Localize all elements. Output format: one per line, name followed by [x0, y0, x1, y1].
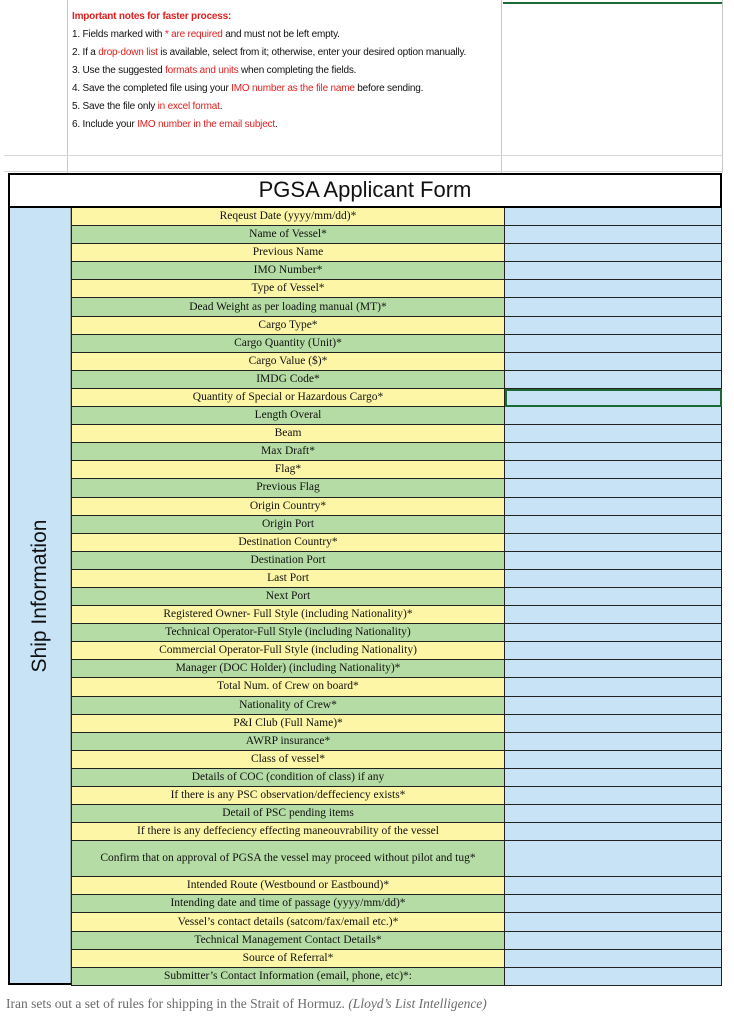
field-label: Type of Vessel*	[71, 280, 505, 298]
field-value-cell[interactable]	[505, 805, 722, 823]
form-row	[71, 262, 722, 280]
image-caption	[6, 996, 726, 1012]
field-value-cell[interactable]	[505, 751, 722, 769]
field-label: Manager (DOC Holder) (including Nationality)*	[71, 660, 505, 678]
field-label: Intending date and time of passage (yyyy/mm/dd)*	[71, 895, 505, 913]
form-row	[71, 298, 722, 316]
field-value-cell[interactable]	[505, 606, 722, 624]
field-value-cell[interactable]	[505, 877, 722, 895]
form-title: PGSA Applicant Form	[8, 173, 722, 208]
notes-title: Important notes for faster process:	[72, 11, 232, 22]
field-label: Name of Vessel*	[71, 226, 505, 244]
form-row	[71, 823, 722, 841]
form-row	[71, 389, 722, 407]
form-row	[71, 697, 722, 715]
field-value-cell[interactable]	[505, 733, 722, 751]
field-value-cell[interactable]	[505, 443, 722, 461]
form-row	[71, 570, 722, 588]
field-value-cell[interactable]	[505, 534, 722, 552]
note-item: 1. Fields marked with * are required and must not be left empty.	[72, 29, 340, 40]
form-row	[71, 335, 722, 353]
grid-line	[4, 155, 722, 156]
form-row	[71, 950, 722, 968]
field-value-cell[interactable]	[505, 932, 722, 950]
field-label: Nationality of Crew*	[71, 697, 505, 715]
field-value-cell[interactable]	[505, 841, 722, 877]
field-value-cell[interactable]	[505, 353, 722, 371]
field-label: Technical Management Contact Details*	[71, 932, 505, 950]
form-row	[71, 624, 722, 642]
form-row	[71, 805, 722, 823]
form-row	[71, 678, 722, 696]
field-label: Max Draft*	[71, 443, 505, 461]
note-item: 2. If a drop-down list is available, select from it; otherwise, enter your desired option manually.	[72, 47, 467, 58]
field-value-cell[interactable]	[505, 516, 722, 534]
form-row	[71, 407, 722, 425]
field-label: Intended Route (Westbound or Eastbound)*	[71, 877, 505, 895]
notes-block[interactable]	[72, 8, 502, 134]
field-label: Previous Name	[71, 244, 505, 262]
grid-line	[67, 0, 68, 173]
field-value-cell[interactable]	[505, 697, 722, 715]
field-value-cell[interactable]	[505, 371, 722, 389]
active-cell-border	[503, 2, 722, 4]
form-row	[71, 244, 722, 262]
form-row	[71, 968, 722, 986]
field-label: If there is any PSC observation/deffeciency exists*	[71, 787, 505, 805]
field-label: Submitter’s Contact Information (email, phone, etc)*:	[71, 968, 505, 986]
form-row	[71, 769, 722, 787]
field-label: Dead Weight as per loading manual (MT)*	[71, 298, 505, 316]
caption-text: Iran sets out a set of rules for shipping in the Strait of Hormuz.	[6, 996, 345, 1011]
form-row	[71, 877, 722, 895]
field-value-cell[interactable]	[505, 389, 722, 407]
form-row	[71, 371, 722, 389]
note-item: 5. Save the file only in excel format.	[72, 101, 223, 112]
field-value-cell[interactable]	[505, 913, 722, 931]
form-row	[71, 425, 722, 443]
field-label: AWRP insurance*	[71, 733, 505, 751]
form-row	[71, 516, 722, 534]
field-label: Cargo Quantity (Unit)*	[71, 335, 505, 353]
section-label-cell	[10, 208, 71, 983]
field-value-cell[interactable]	[505, 552, 722, 570]
field-label: Origin Port	[71, 516, 505, 534]
field-label: If there is any deffeciency effecting maneouvrability of the vessel	[71, 823, 505, 841]
form-rows	[71, 208, 722, 986]
note-item: 4. Save the completed file using your IMO number as the file name before sending.	[72, 83, 424, 94]
field-label: Details of COC (condition of class) if any	[71, 769, 505, 787]
form-row	[71, 895, 722, 913]
field-label: Last Port	[71, 570, 505, 588]
field-value-cell[interactable]	[505, 895, 722, 913]
field-label: Cargo Type*	[71, 317, 505, 335]
field-value-cell[interactable]	[505, 262, 722, 280]
field-label: Confirm that on approval of PGSA the vessel may proceed without pilot and tug*	[71, 841, 505, 877]
field-value-cell[interactable]	[505, 950, 722, 968]
grid-line	[722, 0, 723, 173]
form-row	[71, 787, 722, 805]
field-label: Origin Country*	[71, 498, 505, 516]
field-value-cell[interactable]	[505, 226, 722, 244]
form-row	[71, 534, 722, 552]
form-row	[71, 606, 722, 624]
form-row	[71, 913, 722, 931]
form-row	[71, 317, 722, 335]
field-label: IMDG Code*	[71, 371, 505, 389]
field-value-cell[interactable]	[505, 208, 722, 226]
field-label: Destination Country*	[71, 534, 505, 552]
field-label: Technical Operator-Full Style (including Nationality)	[71, 624, 505, 642]
form-row	[71, 461, 722, 479]
field-value-cell[interactable]	[505, 624, 722, 642]
field-value-cell[interactable]	[505, 498, 722, 516]
field-label: P&I Club (Full Name)*	[71, 715, 505, 733]
form-row	[71, 353, 722, 371]
form-row	[71, 733, 722, 751]
form-row	[71, 552, 722, 570]
field-label: Commercial Operator-Full Style (including Nationality)	[71, 642, 505, 660]
field-value-cell[interactable]	[505, 968, 722, 986]
field-value-cell[interactable]	[505, 335, 722, 353]
field-label: Quantity of Special or Hazardous Cargo*	[71, 389, 505, 407]
field-label: Detail of PSC pending items	[71, 805, 505, 823]
field-value-cell[interactable]	[505, 660, 722, 678]
form-row	[71, 479, 722, 497]
field-value-cell[interactable]	[505, 407, 722, 425]
form-row	[71, 226, 722, 244]
field-value-cell[interactable]	[505, 298, 722, 316]
field-value-cell[interactable]	[505, 425, 722, 443]
field-label: Cargo Value ($)*	[71, 353, 505, 371]
field-label: Total Num. of Crew on board*	[71, 678, 505, 696]
field-label: Class of vessel*	[71, 751, 505, 769]
spreadsheet	[4, 0, 722, 988]
field-label: Previous Flag	[71, 479, 505, 497]
field-label: Beam	[71, 425, 505, 443]
caption-source: (Lloyd’s List Intelligence)	[348, 996, 487, 1011]
section-label: Ship Information	[28, 519, 51, 672]
note-item: 3. Use the suggested formats and units when completing the fields.	[72, 65, 357, 76]
field-label: Flag*	[71, 461, 505, 479]
field-label: Length Overal	[71, 407, 505, 425]
field-value-cell[interactable]	[505, 787, 722, 805]
grid-line	[4, 171, 722, 172]
field-label: IMO Number*	[71, 262, 505, 280]
field-label: Registered Owner- Full Style (including Nationality)*	[71, 606, 505, 624]
field-label: Source of Referral*	[71, 950, 505, 968]
form-row	[71, 280, 722, 298]
field-value-cell[interactable]	[505, 769, 722, 787]
field-value-cell[interactable]	[505, 317, 722, 335]
form-row	[71, 642, 722, 660]
field-value-cell[interactable]	[505, 823, 722, 841]
form-row	[71, 932, 722, 950]
field-value-cell[interactable]	[505, 280, 722, 298]
field-label: Next Port	[71, 588, 505, 606]
form-row	[71, 751, 722, 769]
field-value-cell[interactable]	[505, 588, 722, 606]
notes-list	[72, 26, 502, 134]
field-label: Vessel’s contact details (satcom/fax/email etc.)*	[71, 913, 505, 931]
form-row	[71, 841, 722, 877]
field-value-cell[interactable]	[505, 479, 722, 497]
field-value-cell[interactable]	[505, 570, 722, 588]
field-label: Reqeust Date (yyyy/mm/dd)*	[71, 208, 505, 226]
form-row	[71, 715, 722, 733]
form-row	[71, 588, 722, 606]
form-row	[71, 498, 722, 516]
field-label: Destination Port	[71, 552, 505, 570]
form-row	[71, 208, 722, 226]
form-row	[71, 660, 722, 678]
field-value-cell[interactable]	[505, 461, 722, 479]
field-value-cell[interactable]	[505, 642, 722, 660]
note-item: 6. Include your IMO number in the email subject.	[72, 119, 278, 130]
field-value-cell[interactable]	[505, 715, 722, 733]
form-row	[71, 443, 722, 461]
field-value-cell[interactable]	[505, 244, 722, 262]
field-value-cell[interactable]	[505, 678, 722, 696]
